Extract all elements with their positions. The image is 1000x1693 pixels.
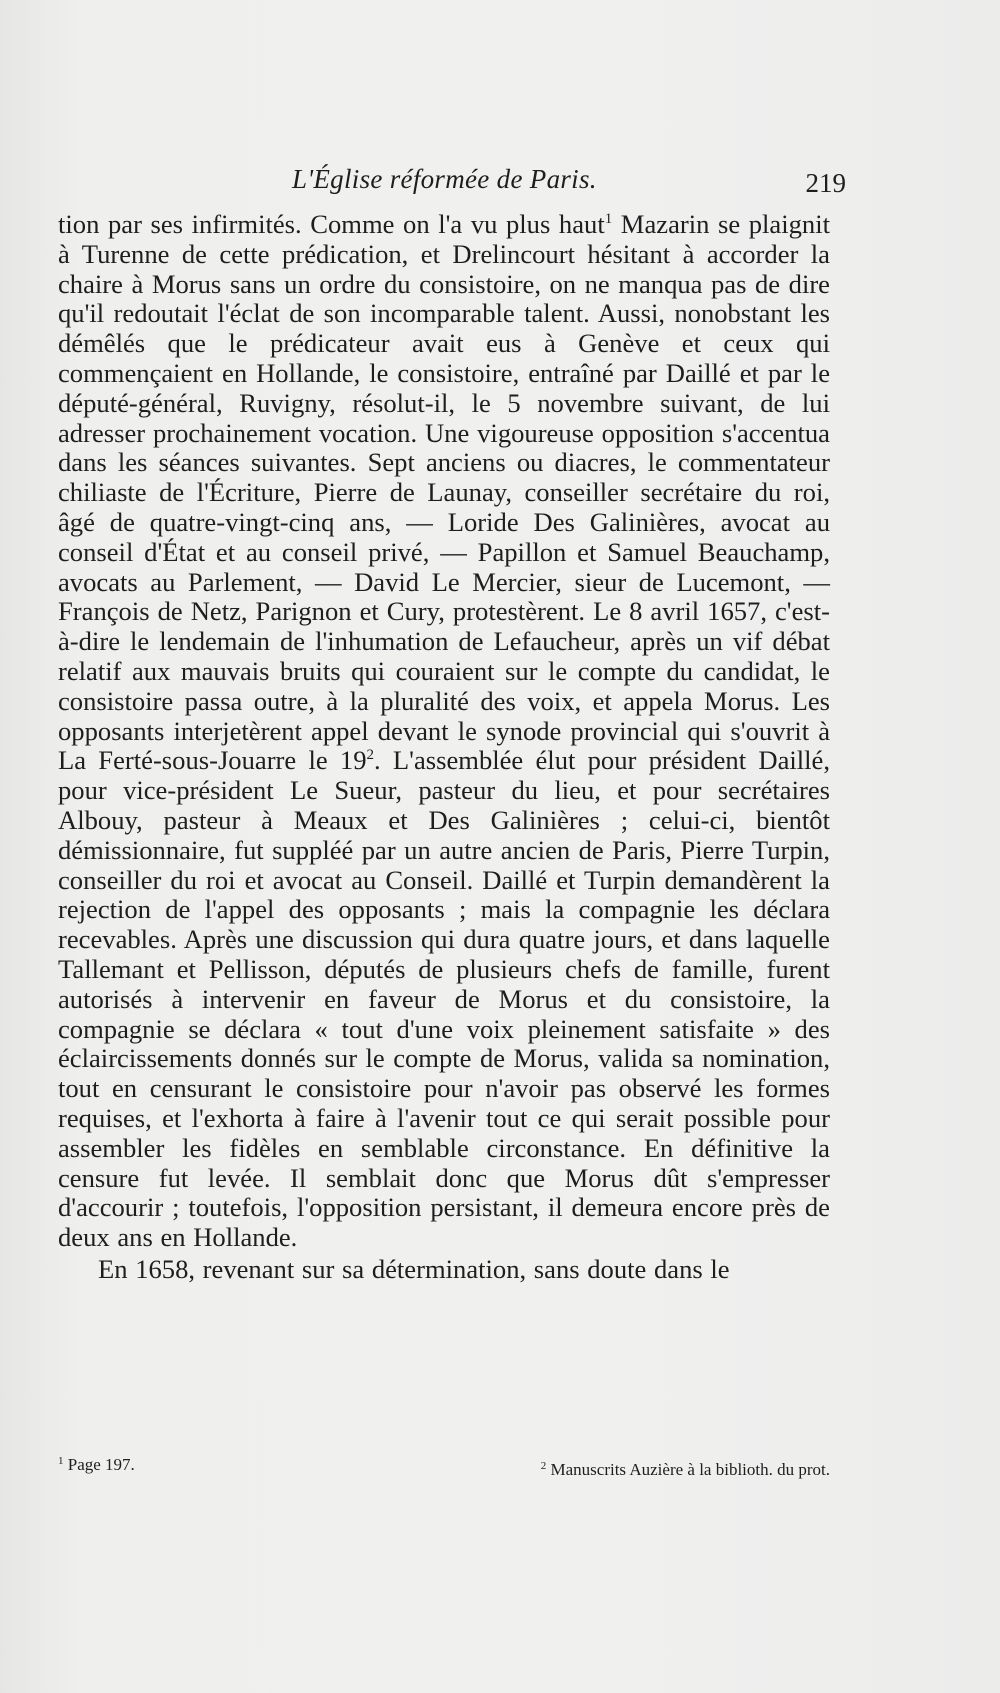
footnote-2-mark: 2 — [540, 1460, 547, 1472]
running-title: L'Église réformée de Paris. — [292, 164, 597, 194]
footnote-1-mark: 1 — [58, 1455, 64, 1467]
paragraph-1-part-b: Mazarin se plaignit à Turenne de cette prédication, et Drelincourt hésitant à accorder la chaire à Morus sans un ordre du consistoire, on ne manqua pas de dire qu'il redoutait l'éclat de son incomparable talent. Aussi, nonobstant les démêlés que le prédicateur avait eus à Genève et ceux qui commençaient en Hollande, le consistoire, entraîné par Daillé et par le député-général, Ruvigny, résolut-il, le 5 novembre suivant, de lui adresser prochainement vocation. Une vigoureuse opposition s'accentua dans les séances suivantes. Sept anciens ou diacres, le commentateur chiliaste de l'Écriture, Pierre de Launay, conseiller secrétaire du roi, âgé de quatre-vingt-cinq ans, — Loride Des Galinières, avocat au conseil d'État et au conseil privé, — Papillon et Samuel Beauchamp, avocats au Parlement, — David Le Mercier, sieur de Lucemont, — François de Netz, Parignon et Cury, protestèrent. Le 8 avril 1657, c'est-à-dire le lendemain de l'inhumation de Lefaucheur, après un vif débat relatif aux mauvais bruits qui couraient sur le compte du candidat, le consistoire passa outre, à la pluralité des voix, et appela Morus. Les opposants interjetèrent appel devant le synode provincial qui s'ouvrit à La Ferté-sous-Jouarre le 19 — [58, 209, 830, 776]
paragraph-1-part-a: tion par ses infirmités. Comme on l'a vu plus haut — [58, 209, 605, 239]
footnote-1 — [58, 1455, 135, 1475]
footnote-ref-1: 1 — [604, 211, 613, 227]
footnote-2-text: Manuscrits Auzière à la biblioth. du prot. — [546, 1460, 830, 1479]
page-number: 219 — [805, 168, 846, 198]
page-header — [56, 164, 846, 204]
main-text — [58, 210, 830, 1285]
footnote-1-text: Page 197. — [63, 1455, 135, 1474]
paragraph-2: En 1658, revenant sur sa détermination, sans doute dans le — [98, 1253, 730, 1284]
paragraph-1 — [58, 210, 830, 1253]
footnote-ref-2: 2 — [366, 747, 375, 764]
footnote-2 — [541, 1460, 830, 1480]
paragraph-1-part-c: . L'assemblée élut pour président Daillé, pour vice-président Le Sueur, pasteur du lieu, et pour secrétaires Albouy, pasteur à Meaux et Des Galinières ; celui-ci, bientôt démissionnaire, fut suppléé par un autre ancien de Paris, Pierre Turpin, conseiller du roi et avocat au Conseil. Daillé et Turpin demandèrent la rejection de l'appel des opposants ; mais la compagnie les déclara recevables. Après une discussion qui dura quatre jours, et dans laquelle Tallemant et Pellisson, députés de plusieurs chefs de famille, furent autorisés à intervenir en faveur de Morus et du consistoire, la compagnie se déclara « tout d'une voix pleinement satisfaite » des éclaircissements donnés sur le compte de Morus, valida sa nomination, tout en censurant le consistoire pour n'avoir pas observé les formes requises, et l'exhorta à faire à l'avenir tout ce qui serait possible pour assembler les fidèles en semblable circonstance. En définitive la censure fut levée. Il semblait donc que Morus dût s'empresser d'accourir ; toutefois, l'opposition persistant, il demeura encore près de deux ans en Hollande. — [58, 745, 830, 1253]
footnotes — [58, 1455, 830, 1485]
